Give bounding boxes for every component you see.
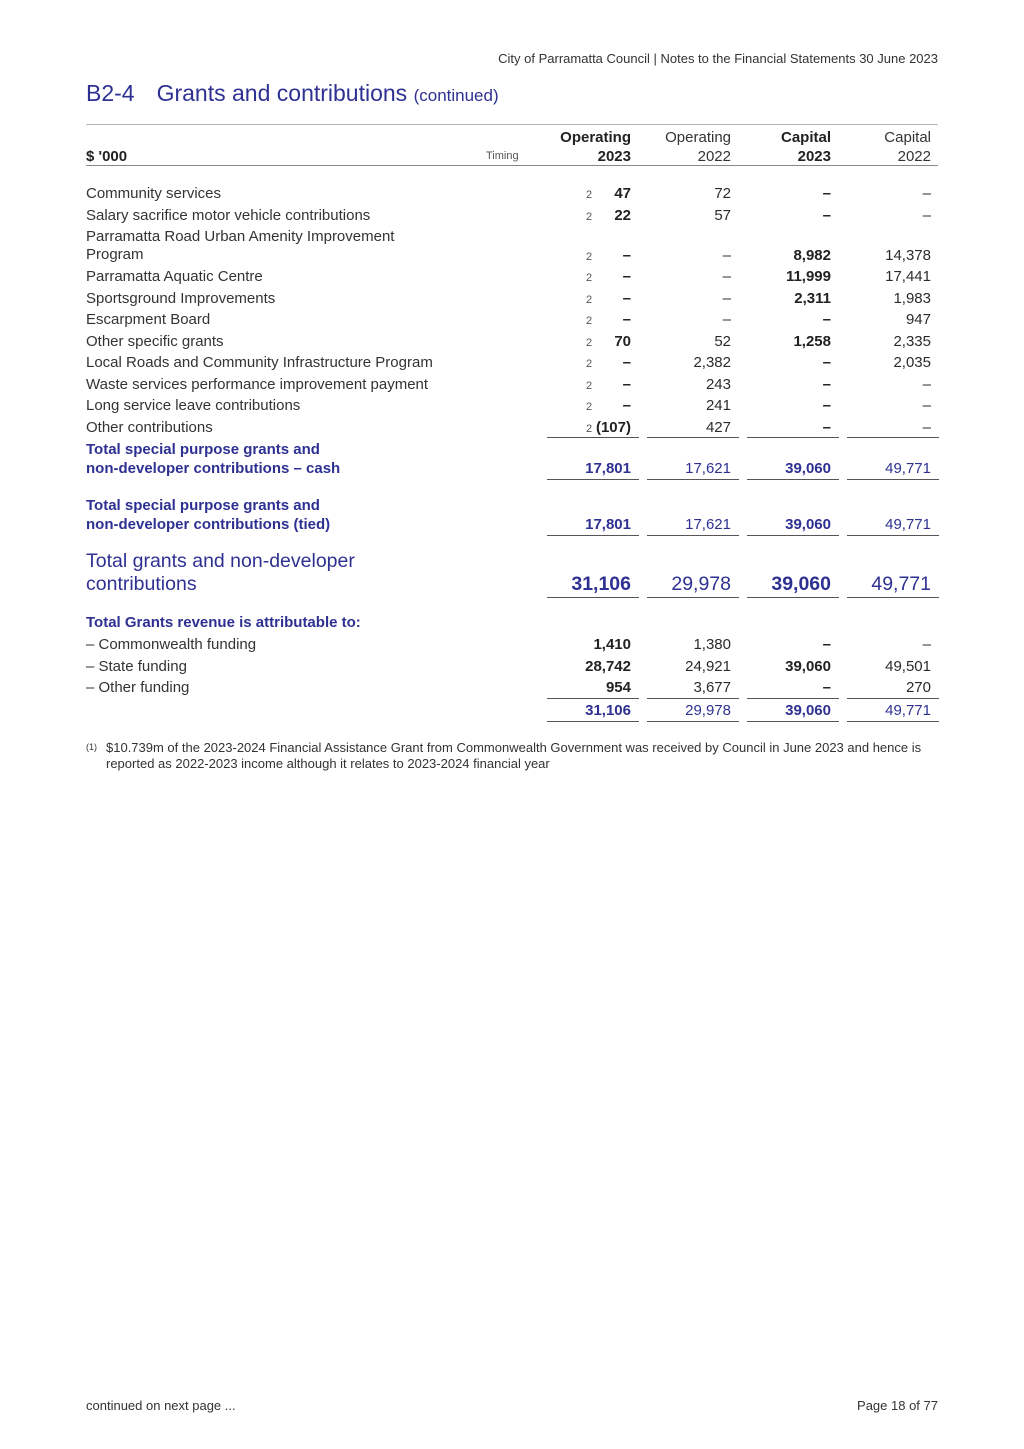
- running-header: City of Parramatta Council | Notes to the Financial Statements 30 June 2023: [498, 51, 938, 66]
- section-title-text: Grants and contributions: [156, 80, 408, 106]
- table-row: Parramatta Aquatic Centre 2 – – 11,999 17,441: [86, 268, 931, 285]
- total-rule: [847, 479, 939, 480]
- section-continued: (continued): [413, 86, 499, 105]
- total-rule: [647, 597, 739, 598]
- attributable-total-row: 31,106 29,978 39,060 49,771: [585, 702, 931, 719]
- table-row: – State funding 28,742 24,921 39,060 49,501: [86, 658, 931, 675]
- page-number: Page 18 of 77: [857, 1398, 938, 1413]
- total-rule: [847, 597, 939, 598]
- table-row: Escarpment Board 2 – – – 947: [86, 311, 931, 328]
- col-capital-2022: Capital 2022: [884, 129, 931, 165]
- table-header: [86, 128, 938, 168]
- col-capital-2023: Capital 2023: [780, 129, 831, 165]
- total-rule: [647, 721, 739, 722]
- total-rule: [547, 535, 639, 536]
- table-row: Other specific grants 2 70 52 1,258 2,335: [86, 333, 931, 350]
- table-row: Sportsground Improvements 2 – – 2,311 1,983: [86, 290, 931, 307]
- total-rule: [747, 721, 839, 722]
- table-row: Waste services performance improvement payment 2 – 243 – –: [86, 376, 931, 393]
- table-row: – Other funding 954 3,677 – 270: [86, 679, 931, 696]
- continued-note: continued on next page ...: [86, 1398, 236, 1413]
- section-number: B2-4: [86, 80, 135, 106]
- total-grants-row: 31,106 29,978 39,060 49,771: [571, 573, 931, 595]
- total-cash-row: 17,801 17,621 39,060 49,771: [585, 460, 931, 477]
- total-grants-label: Total grants and non-developer contributions: [86, 550, 355, 595]
- footnote-text: $10.739m of the 2023-2024 Financial Assistance Grant from Commonwealth Government was received by Council in June 2023 and hence is reported as 2022-2023 income although it relates to 2023-2024 financial year: [106, 740, 922, 771]
- table-row: Salary sacrifice motor vehicle contributions 2 22 57 – –: [86, 207, 931, 224]
- table-row: Long service leave contributions 2 – 241 – –: [86, 397, 931, 414]
- footnote-marker: (1): [86, 742, 97, 752]
- subtotal-rule: [647, 437, 739, 438]
- total-tied-label: Total special purpose grants and non-developer contributions (tied): [86, 497, 331, 533]
- footnote: [86, 740, 946, 772]
- section-title: [86, 80, 499, 107]
- total-rule: [547, 479, 639, 480]
- total-rule: [547, 597, 639, 598]
- table-row: Other contributions 2 (107) 427 – –: [86, 419, 931, 436]
- total-rule: [547, 721, 639, 722]
- total-rule: [747, 479, 839, 480]
- total-cash-label: Total special purpose grants and non-developer contributions – cash: [86, 441, 341, 477]
- total-rule: [747, 597, 839, 598]
- total-rule: [847, 721, 939, 722]
- attributable-heading: Total Grants revenue is attributable to:: [86, 614, 361, 631]
- header-rule: [86, 124, 938, 125]
- subtotal-rule: [547, 698, 639, 699]
- total-rule: [647, 479, 739, 480]
- subtotal-rule: [747, 698, 839, 699]
- header-underline: [86, 165, 938, 166]
- table-row: Community services 2 47 72 – –: [86, 185, 931, 202]
- table-row: Local Roads and Community Infrastructure Program 2 – 2,382 – 2,035: [86, 354, 931, 371]
- col-operating-2022: Operating 2022: [665, 129, 731, 165]
- col-operating-2023: Operating 2023: [560, 129, 631, 165]
- total-tied-row: 17,801 17,621 39,060 49,771: [585, 516, 931, 533]
- subtotal-rule: [847, 698, 939, 699]
- timing-header: Timing: [486, 150, 519, 162]
- total-rule: [647, 535, 739, 536]
- subtotal-rule: [847, 437, 939, 438]
- subtotal-rule: [647, 698, 739, 699]
- subtotal-rule: [547, 437, 639, 438]
- unit-label: $ '000: [86, 148, 128, 165]
- subtotal-rule: [747, 437, 839, 438]
- table-row: Parramatta Road Urban Amenity Improvement Program 2 – – 8,982 14,378: [86, 228, 931, 264]
- table-row: – Commonwealth funding 1,410 1,380 – –: [86, 636, 931, 653]
- total-rule: [847, 535, 939, 536]
- total-rule: [747, 535, 839, 536]
